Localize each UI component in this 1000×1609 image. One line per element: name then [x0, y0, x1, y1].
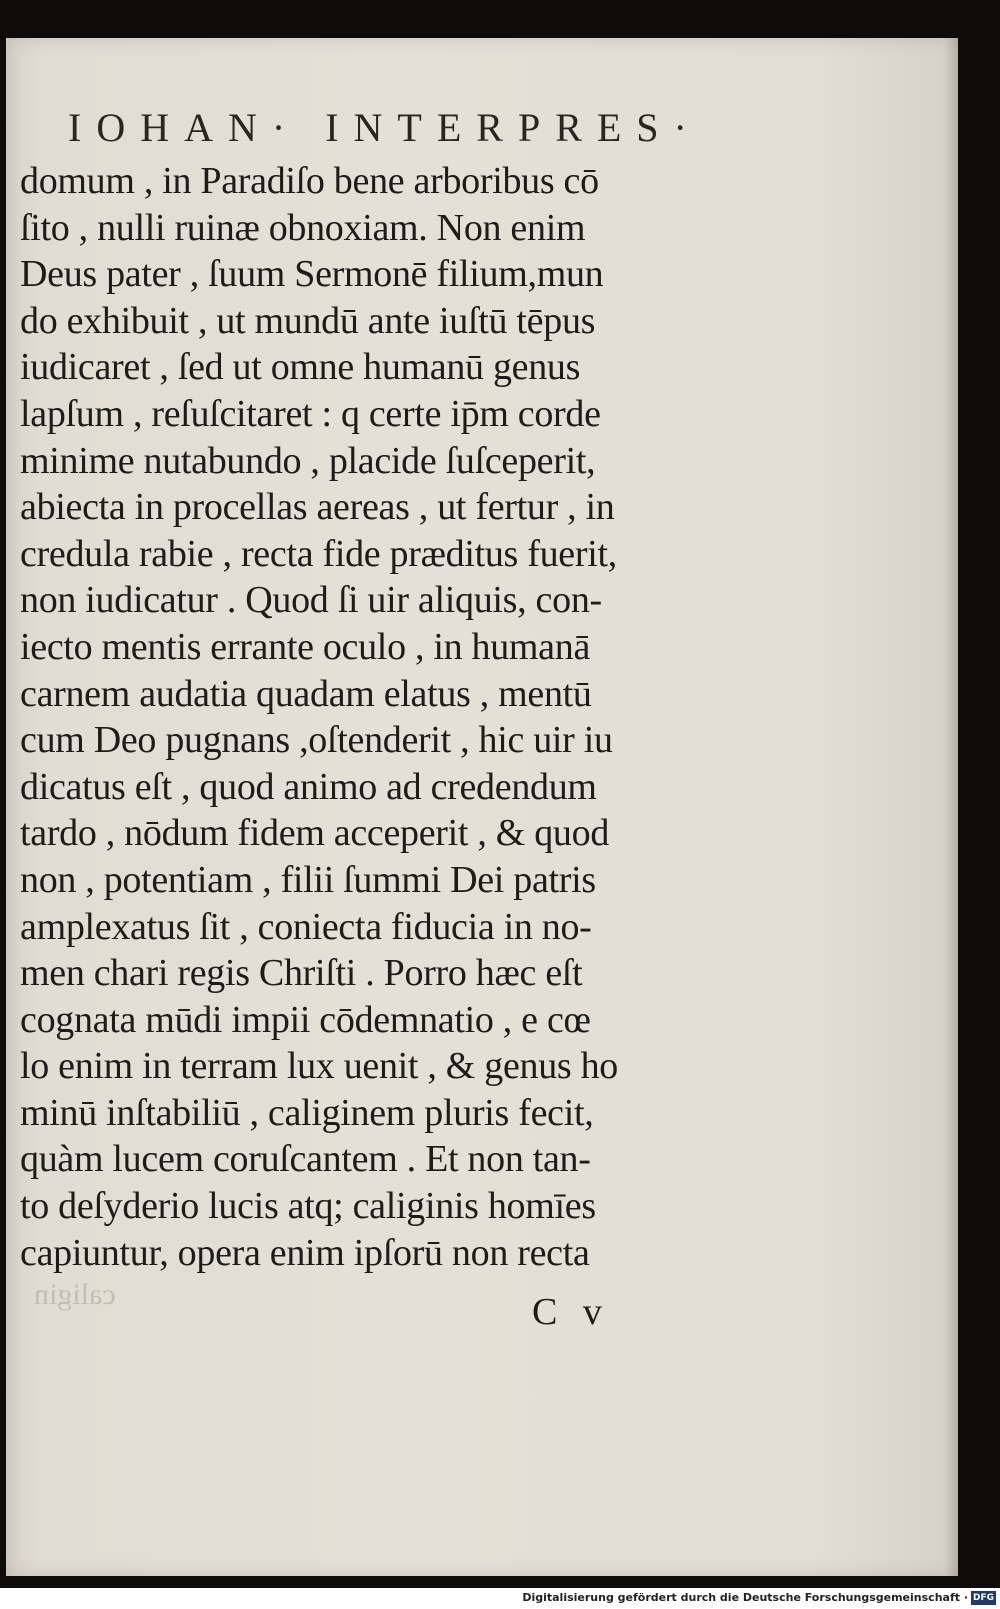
text-line: cum Deo pugnans ,oſtenderit , hic uir iu: [20, 719, 613, 762]
text-line: domum , in Paradiſo bene arboribus cō: [20, 160, 599, 202]
text-line: quàm lucem coruſcantem . Et non tan-: [20, 1138, 591, 1181]
book-page: [6, 38, 958, 1576]
show-through-text: caligin: [34, 1278, 116, 1311]
text-line: iudicaret , ſed ut omne humanū genus: [20, 346, 581, 389]
page-edge-shadow: [944, 38, 958, 1576]
text-line: dicatus eſt , quod animo ad credendum: [20, 765, 597, 808]
text-line: to deſyderio lucis atq; caliginis homīes: [20, 1185, 596, 1228]
text-line: men chari regis Chriſti . Porro hæc eſt: [20, 952, 583, 995]
text-line: non , potentiam , filii ſummi Dei patris: [20, 858, 596, 901]
text-line: abiecta in procellas aereas , ut fertur , in: [20, 486, 615, 529]
dfg-logo: DFG: [972, 1593, 994, 1603]
text-line: ſito , nulli ruinæ obnoxiam. Non enim: [20, 206, 586, 249]
text-line: capiuntur, opera enim ipſorū non recta: [20, 1231, 590, 1274]
text-line: amplexatus ſit , coniecta fiducia in no-: [20, 905, 592, 948]
signature-mark: C v: [532, 1291, 610, 1333]
footer-bar: [0, 1588, 1000, 1609]
text-line: minū inſtabiliū , caliginem pluris fecit,: [20, 1091, 594, 1134]
text-line: do exhibuit , ut mundū ante iuſtū tēpus: [20, 299, 596, 342]
text-line: lo enim in terram lux uenit , & genus ho: [20, 1045, 619, 1088]
funding-credit: Digitalisierung gefördert durch die Deutsche Forschungsgemeinschaft ·: [522, 1591, 968, 1604]
running-head: IOHAN· INTERPRES·: [68, 105, 702, 150]
text-line: non iudicatur . Quod ſi uir aliquis, con-: [20, 579, 602, 622]
text-line: iecto mentis errante oculo , in humanā: [20, 625, 591, 668]
text-line: Deus pater , ſuum Sermonē filium,mun: [20, 253, 604, 296]
text-line: tardo , nōdum fidem acceperit , & quod: [20, 812, 610, 855]
text-line: cognata mūdi impii cōdemnatio , e cœ: [20, 998, 591, 1041]
text-line: minime nutabundo , placide ſuſceperit,: [20, 439, 596, 482]
text-line: lapſum , reſuſcitaret : q certe ip̄m corde: [20, 392, 601, 435]
text-line: credula rabie , recta fide præditus fuerit,: [20, 532, 617, 575]
text-line: carnem audatia quadam elatus , mentū: [20, 672, 592, 715]
body-text: [20, 158, 680, 1276]
